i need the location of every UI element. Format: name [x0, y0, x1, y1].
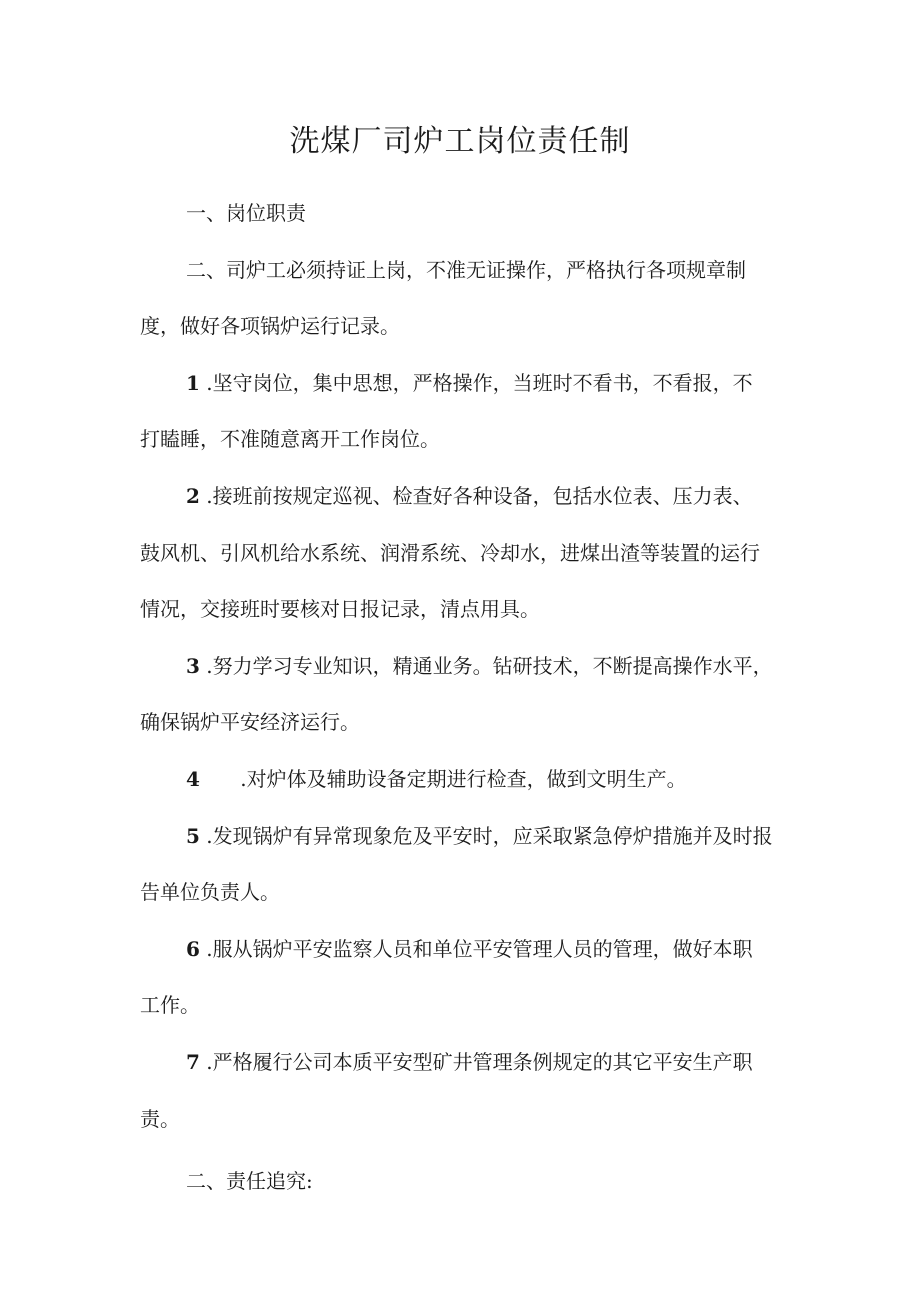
item-3-line-2: 确保锅炉平安经济运行。 [140, 710, 360, 734]
item-number: 5 [186, 824, 200, 848]
item-text: .服从锅炉平安监察人员和单位平安管理人员的管理，做好本职 [206, 937, 753, 961]
item-number: 2 [186, 484, 200, 508]
item-number: 1 [186, 371, 200, 395]
item-text: .对炉体及辅助设备定期进行检查，做到文明生产。 [240, 767, 687, 791]
item-text: .严格履行公司本质平安型矿井管理条例规定的其它平安生产职 [206, 1050, 753, 1074]
item-number: 6 [186, 937, 200, 961]
item-7-line-2: 责。 [140, 1107, 180, 1131]
item-5-line-1 [186, 822, 773, 850]
item-2-line-2: 鼓风机、引风机给水系统、润滑系统、冷却水，进煤出渣等装置的运行 [140, 541, 760, 565]
item-text: .发现锅炉有异常现象危及平安时，应采取紧急停炉措施并及时报 [206, 824, 773, 848]
intro-line-2: 度，做好各项锅炉运行记录。 [140, 314, 400, 338]
item-1-line-2: 打瞌睡，不准随意离开工作岗位。 [140, 427, 440, 451]
item-1-line-1 [186, 369, 753, 397]
item-2-line-1 [186, 482, 753, 510]
item-text: .坚守岗位，集中思想，严格操作，当班时不看书，不看报，不 [206, 371, 753, 395]
item-number: 7 [186, 1050, 200, 1074]
item-3-line-1 [186, 652, 773, 680]
section-heading-accountability: 二、责任追究: [186, 1169, 313, 1193]
item-text: .努力学习专业知识，精通业务。钻研技术，不断提高操作水平， [206, 654, 773, 678]
item-text: .接班前按规定巡视、检查好各种设备，包括水位表、压力表、 [206, 484, 753, 508]
item-6-line-1 [186, 935, 753, 963]
section-heading-duties: 一、岗位职责 [186, 201, 306, 225]
item-4-line-1 [186, 765, 687, 793]
item-6-line-2: 工作。 [140, 993, 200, 1017]
document-title: 洗煤厂司炉工岗位责任制 [289, 124, 631, 159]
item-2-line-3: 情况，交接班时要核对日报记录，清点用具。 [140, 597, 540, 621]
item-5-line-2: 告单位负责人。 [140, 880, 280, 904]
intro-line-1: 二、司炉工必须持证上岗，不准无证操作，严格执行各项规章制 [186, 258, 746, 282]
item-number: 3 [186, 654, 200, 678]
item-7-line-1 [186, 1048, 753, 1076]
item-number: 4 [186, 767, 200, 791]
